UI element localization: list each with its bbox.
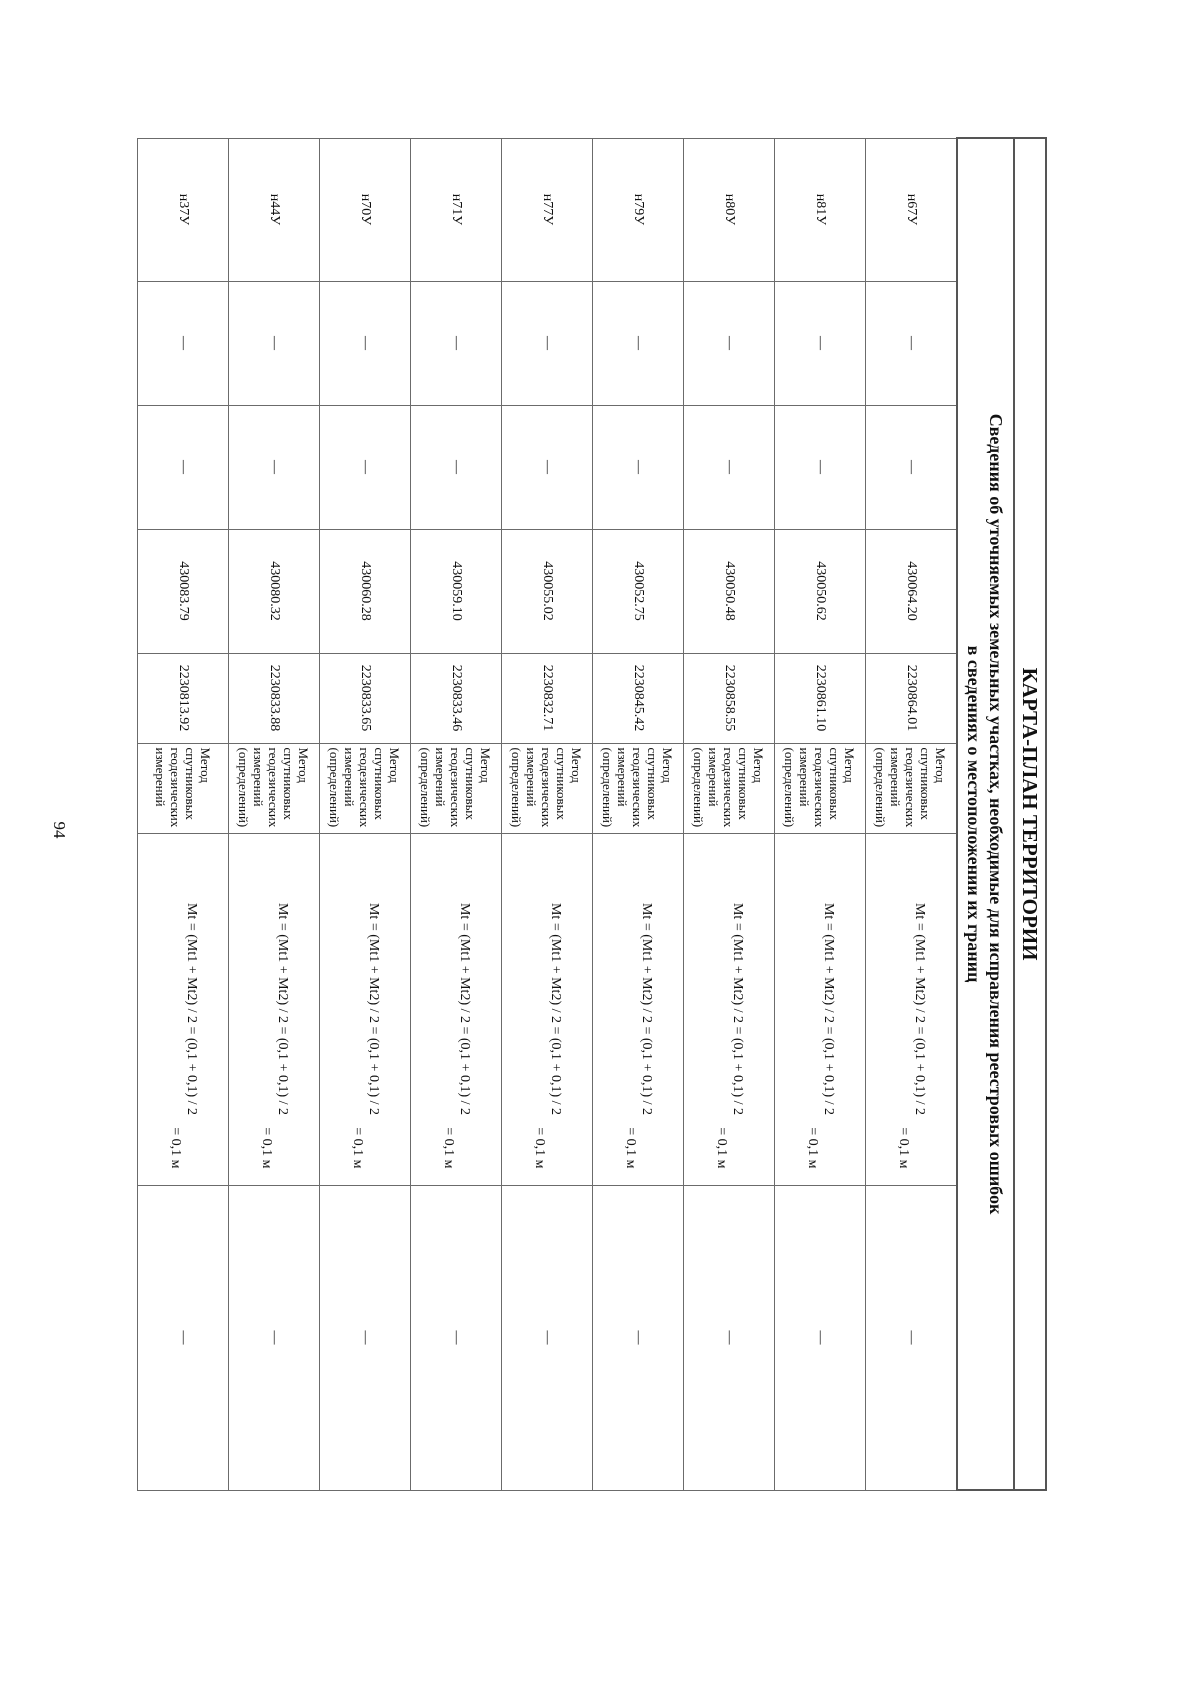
- empty-cell: —: [320, 1185, 411, 1490]
- table-row: [411, 138, 502, 1490]
- page-title: КАРТА-ПЛАН ТЕРРИТОРИИ: [1014, 138, 1046, 1490]
- coord-y-cell: 2230832.71: [502, 653, 593, 743]
- formula-result: = 0,1 м: [168, 1127, 183, 1169]
- method-cell: Метод спутниковых геодезических измерений (определений): [866, 743, 958, 833]
- formula-result: = 0,1 м: [350, 1127, 365, 1169]
- page-number: 94: [50, 821, 69, 839]
- table-row: [502, 138, 593, 1490]
- accuracy-formula-cell: [320, 833, 411, 1185]
- formula-result: = 0,1 м: [805, 1127, 820, 1169]
- formula-text: Mt = (Mt1 + Mt2) / 2 = (0,1 + 0,1) / 2: [639, 902, 654, 1116]
- point-cell: н77У: [502, 138, 593, 281]
- empty-cell: —: [138, 405, 229, 529]
- formula-text: Mt = (Mt1 + Mt2) / 2 = (0,1 + 0,1) / 2: [457, 902, 472, 1116]
- empty-cell: —: [229, 281, 320, 405]
- formula-result: = 0,1 м: [532, 1127, 547, 1169]
- method-cell: Метод спутниковых геодезических измерений (определений): [775, 743, 866, 833]
- table-row: [684, 138, 775, 1490]
- formula-text: Mt = (Mt1 + Mt2) / 2 = (0,1 + 0,1) / 2: [730, 902, 745, 1116]
- formula-result: = 0,1 м: [259, 1127, 274, 1169]
- formula-result: = 0,1 м: [896, 1127, 911, 1169]
- coord-x-cell: 430059.10: [411, 529, 502, 653]
- coord-y-cell: 2230864.01: [866, 653, 958, 743]
- formula-text: Mt = (Mt1 + Mt2) / 2 = (0,1 + 0,1) / 2: [366, 902, 381, 1116]
- coord-y-cell: 2230833.65: [320, 653, 411, 743]
- empty-cell: —: [593, 1185, 684, 1490]
- empty-cell: —: [229, 1185, 320, 1490]
- empty-cell: —: [138, 281, 229, 405]
- table-row: [138, 138, 229, 1490]
- coord-x-cell: 430052.75: [593, 529, 684, 653]
- empty-cell: —: [775, 405, 866, 529]
- point-cell: н80У: [684, 138, 775, 281]
- point-cell: н70У: [320, 138, 411, 281]
- coord-x-cell: 430060.28: [320, 529, 411, 653]
- formula-text: Mt = (Mt1 + Mt2) / 2 = (0,1 + 0,1) / 2: [184, 902, 199, 1116]
- empty-cell: —: [411, 281, 502, 405]
- method-cell: Метод спутниковых геодезических измерений (определений): [411, 743, 502, 833]
- accuracy-formula-cell: [866, 833, 958, 1185]
- empty-cell: —: [593, 405, 684, 529]
- coord-x-cell: 430064.20: [866, 529, 958, 653]
- point-cell: н67У: [866, 138, 958, 281]
- point-cell: н37У: [138, 138, 229, 281]
- boundary-points-table: [137, 137, 1047, 1491]
- empty-cell: —: [866, 1185, 958, 1490]
- formula-text: Mt = (Mt1 + Mt2) / 2 = (0,1 + 0,1) / 2: [821, 902, 836, 1116]
- coord-x-cell: 430080.32: [229, 529, 320, 653]
- empty-cell: —: [775, 281, 866, 405]
- accuracy-formula-cell: [229, 833, 320, 1185]
- empty-cell: —: [593, 281, 684, 405]
- coord-y-cell: 2230833.46: [411, 653, 502, 743]
- empty-cell: —: [502, 405, 593, 529]
- coord-y-cell: 2230833.88: [229, 653, 320, 743]
- method-cell: Метод спутниковых геодезических измерений (определений): [502, 743, 593, 833]
- accuracy-formula-cell: [138, 833, 229, 1185]
- coord-x-cell: 430050.48: [684, 529, 775, 653]
- point-cell: н71У: [411, 138, 502, 281]
- method-cell: Метод спутниковых геодезических измерений (определений): [320, 743, 411, 833]
- empty-cell: —: [320, 281, 411, 405]
- empty-cell: —: [320, 405, 411, 529]
- table-row: [229, 138, 320, 1490]
- empty-cell: —: [138, 1185, 229, 1490]
- empty-cell: —: [502, 281, 593, 405]
- empty-cell: —: [684, 1185, 775, 1490]
- method-cell: Метод спутниковых геодезических измерений (определений): [593, 743, 684, 833]
- coord-x-cell: 430055.02: [502, 529, 593, 653]
- table-row: [593, 138, 684, 1490]
- rotated-page-content: [152, 137, 1047, 1489]
- method-cell: Метод спутниковых геодезических измерений: [138, 743, 229, 833]
- method-cell: Метод спутниковых геодезических измерений (определений): [684, 743, 775, 833]
- formula-result: = 0,1 м: [714, 1127, 729, 1169]
- empty-cell: —: [229, 405, 320, 529]
- formula-text: Mt = (Mt1 + Mt2) / 2 = (0,1 + 0,1) / 2: [275, 902, 290, 1116]
- point-cell: н79У: [593, 138, 684, 281]
- table-subtitle: [957, 138, 1014, 1490]
- empty-cell: —: [502, 1185, 593, 1490]
- empty-cell: —: [775, 1185, 866, 1490]
- accuracy-formula-cell: [411, 833, 502, 1185]
- empty-cell: —: [411, 1185, 502, 1490]
- empty-cell: —: [866, 281, 958, 405]
- coord-y-cell: 2230813.92: [138, 653, 229, 743]
- table-row: [320, 138, 411, 1490]
- table-row: [866, 138, 958, 1490]
- empty-cell: —: [411, 405, 502, 529]
- coord-x-cell: 430050.62: [775, 529, 866, 653]
- formula-result: = 0,1 м: [623, 1127, 638, 1169]
- coord-y-cell: 2230861.10: [775, 653, 866, 743]
- subtitle-line-1: Сведения об уточняемых земельных участках, необходимые для исправления реестровых ошибок: [986, 413, 1007, 1215]
- table-row: [775, 138, 866, 1490]
- empty-cell: —: [684, 281, 775, 405]
- coord-y-cell: 2230845.42: [593, 653, 684, 743]
- point-cell: н44У: [229, 138, 320, 281]
- accuracy-formula-cell: [684, 833, 775, 1185]
- empty-cell: —: [866, 405, 958, 529]
- point-cell: н81У: [775, 138, 866, 281]
- table-body: [138, 138, 958, 1490]
- coord-y-cell: 2230858.55: [684, 653, 775, 743]
- formula-result: = 0,1 м: [441, 1127, 456, 1169]
- accuracy-formula-cell: [775, 833, 866, 1185]
- empty-cell: —: [684, 405, 775, 529]
- formula-text: Mt = (Mt1 + Mt2) / 2 = (0,1 + 0,1) / 2: [912, 902, 927, 1116]
- subtitle-line-2: в сведениях о местоположении их границ: [964, 645, 985, 983]
- coord-x-cell: 430083.79: [138, 529, 229, 653]
- accuracy-formula-cell: [593, 833, 684, 1185]
- formula-text: Mt = (Mt1 + Mt2) / 2 = (0,1 + 0,1) / 2: [548, 902, 563, 1116]
- accuracy-formula-cell: [502, 833, 593, 1185]
- method-cell: Метод спутниковых геодезических измерений (определений): [229, 743, 320, 833]
